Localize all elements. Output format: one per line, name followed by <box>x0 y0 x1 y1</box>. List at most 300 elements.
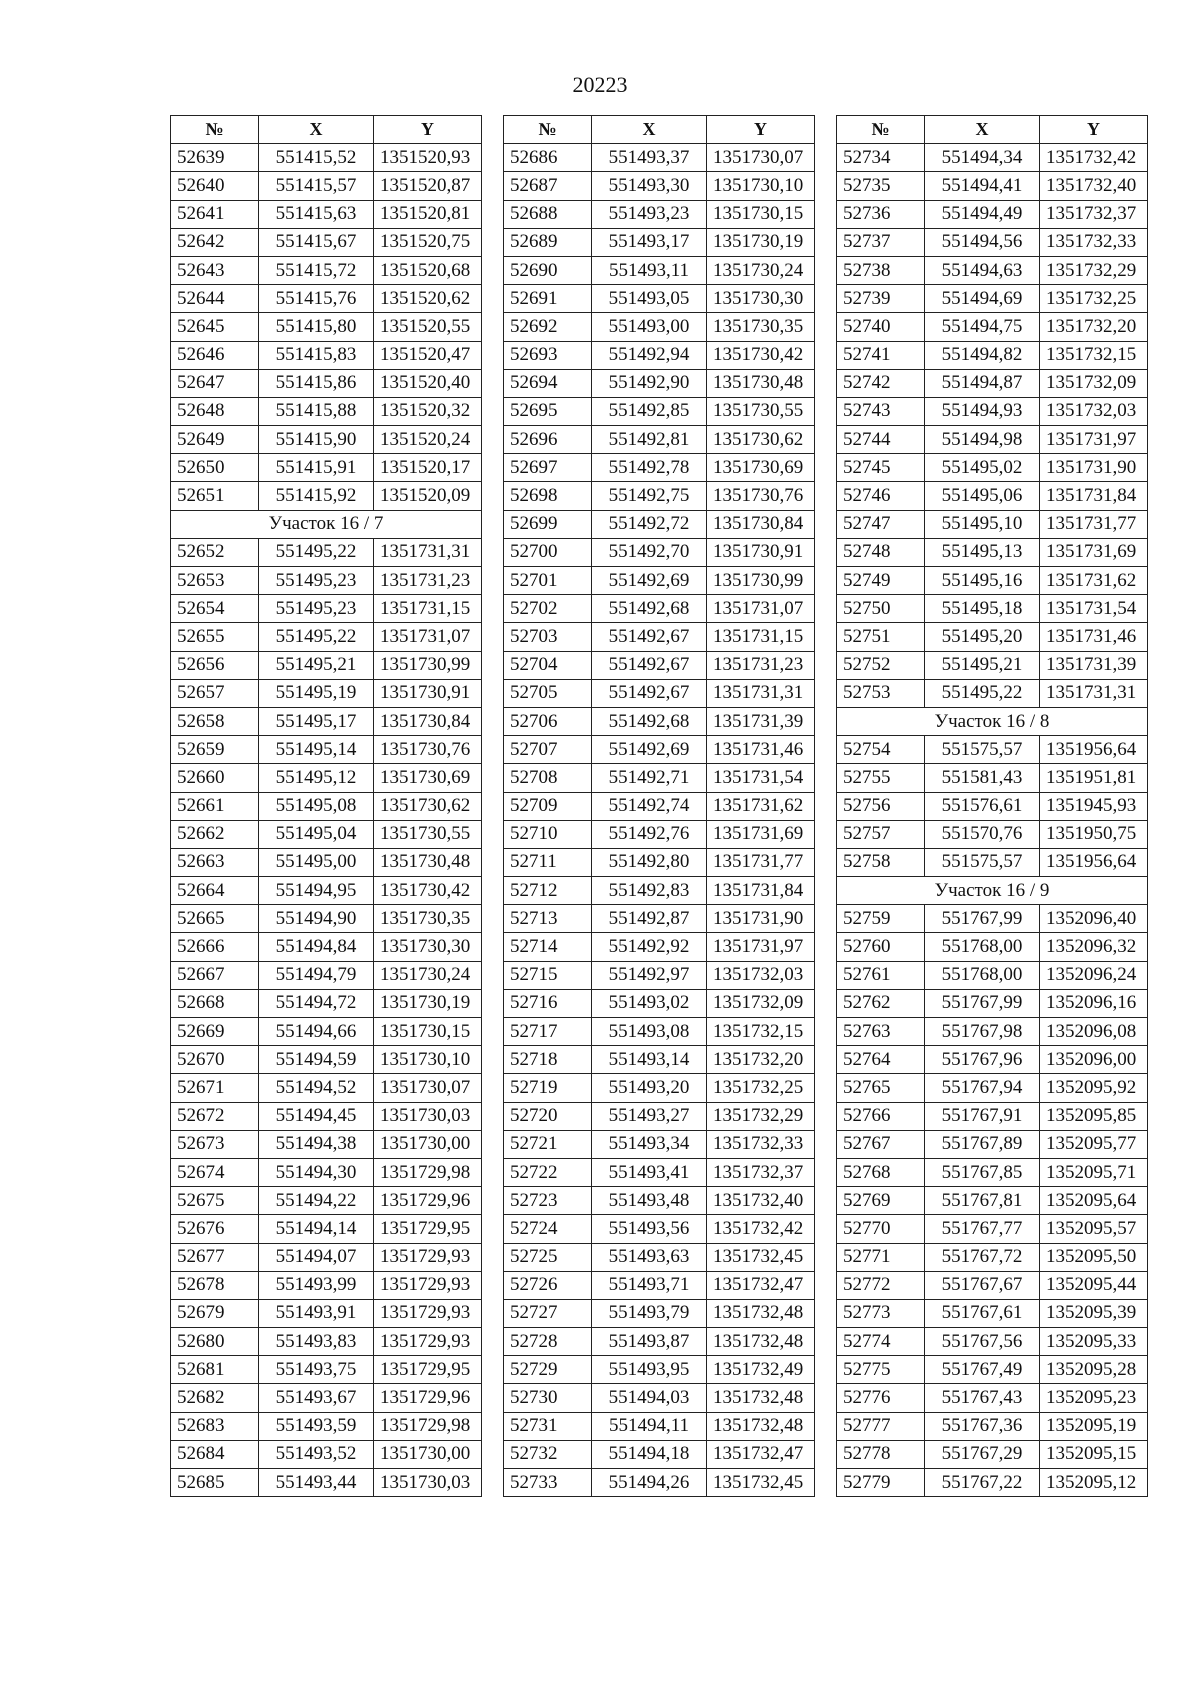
x-coordinate-cell: 551495,18 <box>925 595 1040 623</box>
x-coordinate-cell: 551767,96 <box>925 1046 1040 1074</box>
y-coordinate-cell: 1351730,76 <box>707 482 815 510</box>
x-coordinate-cell: 551767,89 <box>925 1130 1040 1158</box>
point-number-cell: 52716 <box>504 989 592 1017</box>
x-coordinate-cell: 551494,38 <box>259 1130 374 1158</box>
table-row <box>171 341 482 369</box>
x-coordinate-cell: 551494,45 <box>259 1102 374 1130</box>
table-row <box>504 256 815 284</box>
point-number-cell: 52660 <box>171 764 259 792</box>
table-row <box>504 764 815 792</box>
table-row <box>171 1328 482 1356</box>
y-coordinate-cell: 1352095,71 <box>1040 1158 1148 1186</box>
point-number-cell: 52676 <box>171 1215 259 1243</box>
x-coordinate-cell: 551495,08 <box>259 792 374 820</box>
y-coordinate-cell: 1352096,16 <box>1040 989 1148 1017</box>
point-number-cell: 52648 <box>171 397 259 425</box>
table-row <box>504 679 815 707</box>
y-coordinate-cell: 1351729,95 <box>374 1215 482 1243</box>
y-coordinate-cell: 1351945,93 <box>1040 792 1148 820</box>
point-number-cell: 52725 <box>504 1243 592 1271</box>
table-row <box>171 1384 482 1412</box>
point-number-cell: 52661 <box>171 792 259 820</box>
x-coordinate-cell: 551767,98 <box>925 1018 1040 1046</box>
point-number-cell: 52754 <box>837 736 925 764</box>
y-coordinate-cell: 1351731,54 <box>707 764 815 792</box>
table-row <box>504 905 815 933</box>
table-row <box>504 1130 815 1158</box>
y-coordinate-cell: 1351729,93 <box>374 1243 482 1271</box>
point-number-cell: 52778 <box>837 1440 925 1468</box>
y-coordinate-cell: 1351520,62 <box>374 285 482 313</box>
table-row <box>837 820 1148 848</box>
y-coordinate-cell: 1352095,57 <box>1040 1215 1148 1243</box>
point-number-cell: 52779 <box>837 1469 925 1497</box>
point-number-cell: 52642 <box>171 228 259 256</box>
section-row <box>171 510 482 538</box>
table-row <box>504 200 815 228</box>
x-coordinate-cell: 551492,70 <box>592 538 707 566</box>
table-row <box>171 1215 482 1243</box>
x-coordinate-cell: 551493,41 <box>592 1158 707 1186</box>
y-coordinate-cell: 1351731,97 <box>1040 426 1148 454</box>
x-coordinate-cell: 551767,94 <box>925 1074 1040 1102</box>
x-coordinate-cell: 551495,17 <box>259 707 374 735</box>
table-row <box>504 989 815 1017</box>
y-coordinate-cell: 1351730,84 <box>374 707 482 735</box>
header-number: № <box>837 116 925 144</box>
point-number-cell: 52751 <box>837 623 925 651</box>
y-coordinate-cell: 1351731,97 <box>707 933 815 961</box>
y-coordinate-cell: 1352095,92 <box>1040 1074 1148 1102</box>
table-row <box>504 595 815 623</box>
y-coordinate-cell: 1351730,24 <box>374 961 482 989</box>
point-number-cell: 52689 <box>504 228 592 256</box>
y-coordinate-cell: 1351730,42 <box>374 877 482 905</box>
y-coordinate-cell: 1351732,45 <box>707 1469 815 1497</box>
point-number-cell: 52729 <box>504 1356 592 1384</box>
point-number-cell: 52699 <box>504 510 592 538</box>
table-row <box>837 454 1148 482</box>
table-row <box>171 1356 482 1384</box>
table-row <box>171 369 482 397</box>
table-row <box>837 933 1148 961</box>
y-coordinate-cell: 1351730,91 <box>707 538 815 566</box>
x-coordinate-cell: 551492,97 <box>592 961 707 989</box>
table-row <box>504 1440 815 1468</box>
y-coordinate-cell: 1351732,48 <box>707 1412 815 1440</box>
point-number-cell: 52685 <box>171 1469 259 1497</box>
y-coordinate-cell: 1351732,37 <box>707 1158 815 1186</box>
x-coordinate-cell: 551494,03 <box>592 1384 707 1412</box>
x-coordinate-cell: 551415,90 <box>259 426 374 454</box>
point-number-cell: 52678 <box>171 1271 259 1299</box>
table-row <box>504 736 815 764</box>
y-coordinate-cell: 1351731,07 <box>374 623 482 651</box>
table-row <box>171 989 482 1017</box>
x-coordinate-cell: 551492,68 <box>592 595 707 623</box>
table-row <box>837 595 1148 623</box>
x-coordinate-cell: 551495,04 <box>259 820 374 848</box>
table-row <box>504 877 815 905</box>
point-number-cell: 52700 <box>504 538 592 566</box>
table-row <box>504 848 815 876</box>
table-row <box>837 567 1148 595</box>
point-number-cell: 52770 <box>837 1215 925 1243</box>
point-number-cell: 52730 <box>504 1384 592 1412</box>
point-number-cell: 52728 <box>504 1328 592 1356</box>
point-number-cell: 52710 <box>504 820 592 848</box>
point-number-cell: 52687 <box>504 172 592 200</box>
y-coordinate-cell: 1352095,50 <box>1040 1243 1148 1271</box>
point-number-cell: 52662 <box>171 820 259 848</box>
y-coordinate-cell: 1352095,19 <box>1040 1412 1148 1440</box>
table-row <box>504 1046 815 1074</box>
x-coordinate-cell: 551493,87 <box>592 1328 707 1356</box>
x-coordinate-cell: 551415,83 <box>259 341 374 369</box>
y-coordinate-cell: 1351950,75 <box>1040 820 1148 848</box>
x-coordinate-cell: 551495,16 <box>925 567 1040 595</box>
table-row <box>837 510 1148 538</box>
table-row <box>837 1299 1148 1327</box>
point-number-cell: 52766 <box>837 1102 925 1130</box>
x-coordinate-cell: 551495,23 <box>259 595 374 623</box>
y-coordinate-cell: 1351730,35 <box>374 905 482 933</box>
x-coordinate-cell: 551494,52 <box>259 1074 374 1102</box>
x-coordinate-cell: 551492,76 <box>592 820 707 848</box>
table-row <box>504 144 815 172</box>
x-coordinate-cell: 551493,17 <box>592 228 707 256</box>
y-coordinate-cell: 1351731,84 <box>1040 482 1148 510</box>
table-row <box>504 341 815 369</box>
point-number-cell: 52722 <box>504 1158 592 1186</box>
x-coordinate-cell: 551493,14 <box>592 1046 707 1074</box>
table-row <box>837 1440 1148 1468</box>
table-row <box>504 1271 815 1299</box>
point-number-cell: 52719 <box>504 1074 592 1102</box>
y-coordinate-cell: 1351732,48 <box>707 1384 815 1412</box>
point-number-cell: 52709 <box>504 792 592 820</box>
point-number-cell: 52764 <box>837 1046 925 1074</box>
point-number-cell: 52693 <box>504 341 592 369</box>
x-coordinate-cell: 551495,21 <box>259 651 374 679</box>
point-number-cell: 52747 <box>837 510 925 538</box>
y-coordinate-cell: 1351520,87 <box>374 172 482 200</box>
x-coordinate-cell: 551576,61 <box>925 792 1040 820</box>
x-coordinate-cell: 551493,05 <box>592 285 707 313</box>
table-row <box>504 538 815 566</box>
y-coordinate-cell: 1351732,03 <box>1040 397 1148 425</box>
y-coordinate-cell: 1351520,40 <box>374 369 482 397</box>
y-coordinate-cell: 1351731,39 <box>1040 651 1148 679</box>
x-coordinate-cell: 551494,34 <box>925 144 1040 172</box>
y-coordinate-cell: 1351732,33 <box>707 1130 815 1158</box>
y-coordinate-cell: 1352096,00 <box>1040 1046 1148 1074</box>
y-coordinate-cell: 1351732,33 <box>1040 228 1148 256</box>
y-coordinate-cell: 1351730,24 <box>707 256 815 284</box>
x-coordinate-cell: 551494,30 <box>259 1158 374 1186</box>
table-row <box>837 1158 1148 1186</box>
x-coordinate-cell: 551493,63 <box>592 1243 707 1271</box>
y-coordinate-cell: 1351732,09 <box>707 989 815 1017</box>
y-coordinate-cell: 1351731,31 <box>374 538 482 566</box>
y-coordinate-cell: 1351731,15 <box>374 595 482 623</box>
y-coordinate-cell: 1352096,32 <box>1040 933 1148 961</box>
x-coordinate-cell: 551494,72 <box>259 989 374 1017</box>
x-coordinate-cell: 551494,26 <box>592 1469 707 1497</box>
y-coordinate-cell: 1351732,42 <box>1040 144 1148 172</box>
point-number-cell: 52649 <box>171 426 259 454</box>
y-coordinate-cell: 1351732,03 <box>707 961 815 989</box>
page-number: 20223 <box>572 72 628 97</box>
x-coordinate-cell: 551493,20 <box>592 1074 707 1102</box>
point-number-cell: 52720 <box>504 1102 592 1130</box>
y-coordinate-cell: 1351520,17 <box>374 454 482 482</box>
y-coordinate-cell: 1351732,37 <box>1040 200 1148 228</box>
point-number-cell: 52749 <box>837 567 925 595</box>
y-coordinate-cell: 1351731,46 <box>1040 623 1148 651</box>
header-x: X <box>259 116 374 144</box>
point-number-cell: 52711 <box>504 848 592 876</box>
y-coordinate-cell: 1351730,19 <box>374 989 482 1017</box>
table-row <box>504 426 815 454</box>
y-coordinate-cell: 1351520,32 <box>374 397 482 425</box>
y-coordinate-cell: 1351732,15 <box>707 1018 815 1046</box>
x-coordinate-cell: 551767,72 <box>925 1243 1040 1271</box>
y-coordinate-cell: 1351730,42 <box>707 341 815 369</box>
table-row <box>837 397 1148 425</box>
y-coordinate-cell: 1351520,09 <box>374 482 482 510</box>
y-coordinate-cell: 1351730,62 <box>707 426 815 454</box>
y-coordinate-cell: 1352095,15 <box>1040 1440 1148 1468</box>
x-coordinate-cell: 551493,00 <box>592 313 707 341</box>
x-coordinate-cell: 551415,88 <box>259 397 374 425</box>
y-coordinate-cell: 1351730,76 <box>374 736 482 764</box>
x-coordinate-cell: 551494,93 <box>925 397 1040 425</box>
x-coordinate-cell: 551493,52 <box>259 1440 374 1468</box>
y-coordinate-cell: 1352095,85 <box>1040 1102 1148 1130</box>
table-row <box>171 820 482 848</box>
y-coordinate-cell: 1351730,03 <box>374 1469 482 1497</box>
table-row <box>171 285 482 313</box>
table-row <box>171 792 482 820</box>
x-coordinate-cell: 551493,44 <box>259 1469 374 1497</box>
section-row <box>837 707 1148 735</box>
table-row <box>504 567 815 595</box>
x-coordinate-cell: 551415,91 <box>259 454 374 482</box>
x-coordinate-cell: 551494,82 <box>925 341 1040 369</box>
table-row <box>171 538 482 566</box>
table-row <box>504 454 815 482</box>
table-row <box>837 1074 1148 1102</box>
table-row <box>837 736 1148 764</box>
point-number-cell: 52763 <box>837 1018 925 1046</box>
table-row <box>837 905 1148 933</box>
y-coordinate-cell: 1352095,39 <box>1040 1299 1148 1327</box>
table-row <box>171 482 482 510</box>
x-coordinate-cell: 551494,59 <box>259 1046 374 1074</box>
y-coordinate-cell: 1351730,99 <box>374 651 482 679</box>
point-number-cell: 52768 <box>837 1158 925 1186</box>
point-number-cell: 52641 <box>171 200 259 228</box>
point-number-cell: 52712 <box>504 877 592 905</box>
x-coordinate-cell: 551494,98 <box>925 426 1040 454</box>
table-row <box>837 256 1148 284</box>
point-number-cell: 52666 <box>171 933 259 961</box>
y-coordinate-cell: 1352095,33 <box>1040 1328 1148 1356</box>
point-number-cell: 52671 <box>171 1074 259 1102</box>
point-number-cell: 52772 <box>837 1271 925 1299</box>
x-coordinate-cell: 551492,75 <box>592 482 707 510</box>
y-coordinate-cell: 1351730,15 <box>707 200 815 228</box>
header-number: № <box>171 116 259 144</box>
y-coordinate-cell: 1351730,99 <box>707 567 815 595</box>
table-row <box>171 764 482 792</box>
y-coordinate-cell: 1351732,47 <box>707 1440 815 1468</box>
table-row <box>837 1243 1148 1271</box>
table-row <box>504 820 815 848</box>
table-row <box>504 510 815 538</box>
table-row <box>504 1469 815 1497</box>
section-label: Участок 16 / 7 <box>171 510 482 538</box>
point-number-cell: 52659 <box>171 736 259 764</box>
point-number-cell: 52651 <box>171 482 259 510</box>
y-coordinate-cell: 1351732,15 <box>1040 341 1148 369</box>
x-coordinate-cell: 551492,69 <box>592 567 707 595</box>
point-number-cell: 52739 <box>837 285 925 313</box>
table-row <box>504 1243 815 1271</box>
point-number-cell: 52767 <box>837 1130 925 1158</box>
x-coordinate-cell: 551494,63 <box>925 256 1040 284</box>
table-row <box>837 1412 1148 1440</box>
x-coordinate-cell: 551767,67 <box>925 1271 1040 1299</box>
x-coordinate-cell: 551767,85 <box>925 1158 1040 1186</box>
point-number-cell: 52759 <box>837 905 925 933</box>
y-coordinate-cell: 1351520,75 <box>374 228 482 256</box>
x-coordinate-cell: 551495,10 <box>925 510 1040 538</box>
section-label: Участок 16 / 8 <box>837 707 1148 735</box>
x-coordinate-cell: 551494,11 <box>592 1412 707 1440</box>
point-number-cell: 52765 <box>837 1074 925 1102</box>
x-coordinate-cell: 551495,06 <box>925 482 1040 510</box>
point-number-cell: 52727 <box>504 1299 592 1327</box>
x-coordinate-cell: 551415,76 <box>259 285 374 313</box>
y-coordinate-cell: 1351731,15 <box>707 623 815 651</box>
point-number-cell: 52663 <box>171 848 259 876</box>
y-coordinate-cell: 1351730,69 <box>707 454 815 482</box>
point-number-cell: 52748 <box>837 538 925 566</box>
x-coordinate-cell: 551494,75 <box>925 313 1040 341</box>
x-coordinate-cell: 551767,22 <box>925 1469 1040 1497</box>
y-coordinate-cell: 1351731,69 <box>1040 538 1148 566</box>
x-coordinate-cell: 551492,67 <box>592 679 707 707</box>
table-row <box>504 1328 815 1356</box>
point-number-cell: 52675 <box>171 1187 259 1215</box>
y-coordinate-cell: 1352095,12 <box>1040 1469 1148 1497</box>
table-row <box>837 1356 1148 1384</box>
y-coordinate-cell: 1351520,47 <box>374 341 482 369</box>
section-label: Участок 16 / 9 <box>837 877 1148 905</box>
point-number-cell: 52738 <box>837 256 925 284</box>
y-coordinate-cell: 1351729,96 <box>374 1384 482 1412</box>
x-coordinate-cell: 551570,76 <box>925 820 1040 848</box>
y-coordinate-cell: 1351730,10 <box>707 172 815 200</box>
y-coordinate-cell: 1351730,19 <box>707 228 815 256</box>
table-row <box>171 426 482 454</box>
y-coordinate-cell: 1351730,10 <box>374 1046 482 1074</box>
point-number-cell: 52692 <box>504 313 592 341</box>
point-number-cell: 52677 <box>171 1243 259 1271</box>
y-coordinate-cell: 1351732,29 <box>707 1102 815 1130</box>
x-coordinate-cell: 551767,36 <box>925 1412 1040 1440</box>
x-coordinate-cell: 551415,63 <box>259 200 374 228</box>
x-coordinate-cell: 551494,22 <box>259 1187 374 1215</box>
y-coordinate-cell: 1351732,40 <box>1040 172 1148 200</box>
y-coordinate-cell: 1351731,54 <box>1040 595 1148 623</box>
x-coordinate-cell: 551492,90 <box>592 369 707 397</box>
x-coordinate-cell: 551493,37 <box>592 144 707 172</box>
point-number-cell: 52742 <box>837 369 925 397</box>
point-number-cell: 52715 <box>504 961 592 989</box>
point-number-cell: 52654 <box>171 595 259 623</box>
point-number-cell: 52680 <box>171 1328 259 1356</box>
table-row <box>504 933 815 961</box>
table-header-row <box>504 116 815 144</box>
table-row <box>837 369 1148 397</box>
table-row <box>837 228 1148 256</box>
table-row <box>171 1469 482 1497</box>
point-number-cell: 52776 <box>837 1384 925 1412</box>
table-row <box>837 172 1148 200</box>
table-row <box>504 1299 815 1327</box>
table-row <box>171 1187 482 1215</box>
table-row <box>504 792 815 820</box>
point-number-cell: 52762 <box>837 989 925 1017</box>
point-number-cell: 52731 <box>504 1412 592 1440</box>
x-coordinate-cell: 551494,14 <box>259 1215 374 1243</box>
header-y: Y <box>1040 116 1148 144</box>
section-row <box>837 877 1148 905</box>
x-coordinate-cell: 551415,72 <box>259 256 374 284</box>
y-coordinate-cell: 1351956,64 <box>1040 736 1148 764</box>
point-number-cell: 52667 <box>171 961 259 989</box>
point-number-cell: 52744 <box>837 426 925 454</box>
point-number-cell: 52726 <box>504 1271 592 1299</box>
x-coordinate-cell: 551492,71 <box>592 764 707 792</box>
header-number: № <box>504 116 592 144</box>
y-coordinate-cell: 1351732,29 <box>1040 256 1148 284</box>
table-row <box>171 1412 482 1440</box>
point-number-cell: 52723 <box>504 1187 592 1215</box>
y-coordinate-cell: 1351730,48 <box>374 848 482 876</box>
point-number-cell: 52674 <box>171 1158 259 1186</box>
table-row <box>171 200 482 228</box>
point-number-cell: 52644 <box>171 285 259 313</box>
y-coordinate-cell: 1351730,62 <box>374 792 482 820</box>
coordinates-table-3 <box>836 115 1148 1497</box>
x-coordinate-cell: 551494,66 <box>259 1018 374 1046</box>
point-number-cell: 52713 <box>504 905 592 933</box>
table-row <box>171 256 482 284</box>
point-number-cell: 52756 <box>837 792 925 820</box>
table-row <box>837 679 1148 707</box>
y-coordinate-cell: 1351732,20 <box>1040 313 1148 341</box>
x-coordinate-cell: 551493,83 <box>259 1328 374 1356</box>
table-row <box>837 538 1148 566</box>
y-coordinate-cell: 1351951,81 <box>1040 764 1148 792</box>
x-coordinate-cell: 551493,11 <box>592 256 707 284</box>
x-coordinate-cell: 551493,34 <box>592 1130 707 1158</box>
x-coordinate-cell: 551493,30 <box>592 172 707 200</box>
